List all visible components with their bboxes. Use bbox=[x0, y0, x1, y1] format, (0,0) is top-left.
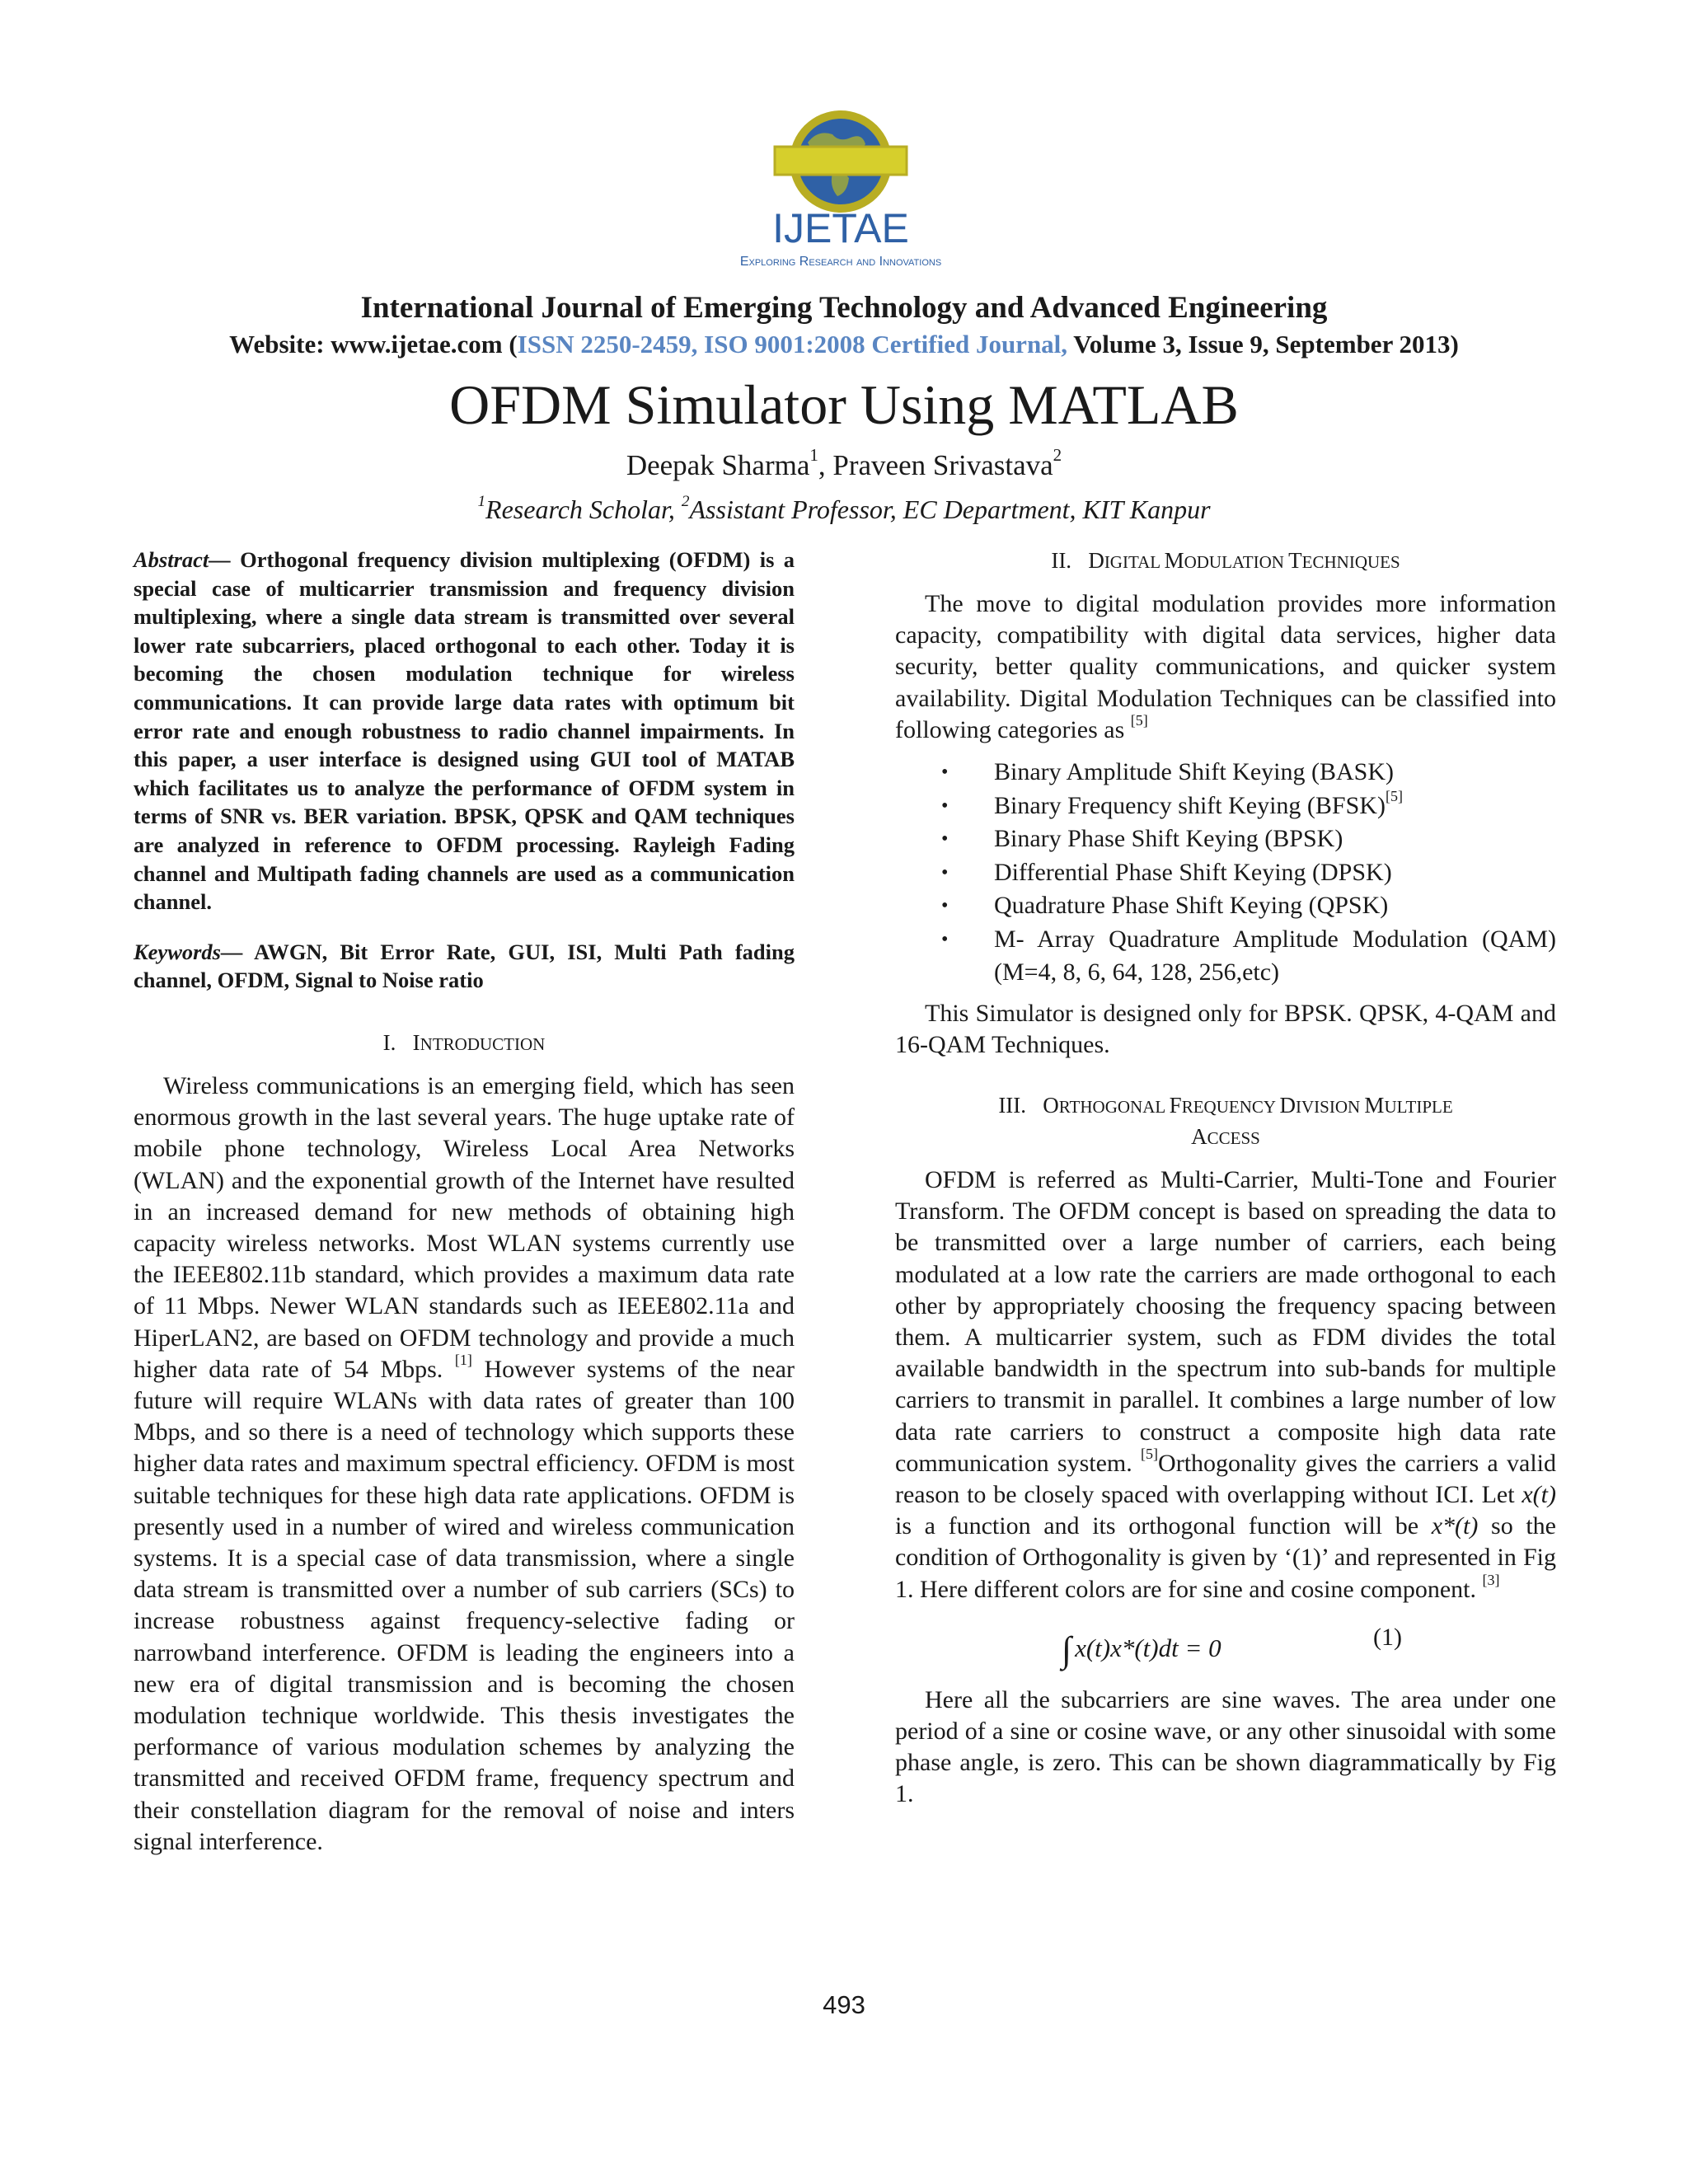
modulation-list bbox=[895, 756, 1556, 990]
list-item-text: Binary Frequency shift Keying (BFSK) bbox=[994, 791, 1386, 819]
affil-1: Research Scholar, bbox=[485, 494, 682, 524]
author-1: Deepak Sharma bbox=[626, 449, 810, 481]
section-3-rest-5: CCESS bbox=[1207, 1127, 1260, 1148]
integral-icon: ∫ bbox=[1062, 1629, 1072, 1670]
math-x-star-of-t: x*(t) bbox=[1431, 1512, 1479, 1540]
section-3-num: III. bbox=[998, 1092, 1027, 1118]
subcarrier-paragraph: Here all the subcarriers are sine waves. The area under one period of a sine or cosine wave, or any other sinusoidal with some phase angle, is zero. This can be shown diagrammatically by Fig 1. bbox=[895, 1685, 1556, 1808]
section-2-heading bbox=[895, 546, 1556, 577]
section-2-rest-3: ECHNIQUES bbox=[1301, 552, 1400, 572]
list-item-text: Quadrature Phase Shift Keying (QPSK) bbox=[994, 892, 1389, 920]
right-column bbox=[895, 546, 1556, 1811]
globe-logo-icon bbox=[668, 105, 1014, 270]
affiliation-line bbox=[0, 494, 1688, 525]
journal-issue: Volume 3, Issue 9, September 2013) bbox=[1067, 330, 1459, 359]
left-column bbox=[134, 546, 795, 1858]
intro-text-b: However systems of the near future will require WLANs with data rates of greater than 100 Mbps, and so there is a need of technology which supports these higher data rates and maximum spectral efficiency. OFDM is most suitable techniques for these high data rate applications. OFDM is presently used in a number of wired and wireless communication systems. It is a special case of data transmission, where a single data stream is transmitted over a number of sub carriers (SCs) to increase robustness against frequency-selective fading or narrowband interference. OFDM is leading the engineers into a new era of digital transmission and is becoming the chosen modulation technique worldwide. This thesis investigates the performance of various modulation schemes by analyzing the transmitted and received OFDM frame, frequency spectrum and their constellation diagram for the removal of noise and inters signal interference. bbox=[134, 1355, 795, 1855]
modulation-text: The move to digital modulation provides more information capacity, compatibility with digital data services, higher data security, better quality communications, and quicker system availability. Digital Modulation Techniques can be classified into following categories as bbox=[895, 590, 1556, 743]
equation-1 bbox=[895, 1615, 1556, 1673]
bullet-icon: • bbox=[941, 861, 949, 883]
section-1-heading bbox=[134, 1028, 795, 1059]
intro-text-a: Wireless communications is an emerging field, which has seen enormous growth in the last several years. The huge uptake rate of mobile phone technology, Wireless Local Area Networks (WLAN) and the exponential growth of the Internet have resulted in an increased demand for new methods of obtaining high capacity wireless networks. Most WLAN systems currently use the IEEE802.11b standard, which provides a maximum data rate of 11 Mbps. Newer WLAN standards such as IEEE802.11a and HiperLAN2, are based on OFDM technology and provide a much higher data rate of 54 Mbps. bbox=[134, 1071, 795, 1383]
section-2-rest-1: IGITAL bbox=[1104, 552, 1165, 572]
author-separator: , bbox=[818, 449, 833, 481]
journal-website: Website: www.ijetae.com ( bbox=[229, 330, 518, 359]
logo-tagline: Exploring Research and Innovations bbox=[739, 255, 942, 269]
section-3-rest-4: ULTIPLE bbox=[1384, 1096, 1453, 1117]
list-item bbox=[941, 856, 1556, 890]
modulation-ref: [5] bbox=[1130, 712, 1148, 729]
ofdm-paragraph bbox=[895, 1165, 1556, 1605]
section-3-heading bbox=[895, 1090, 1556, 1153]
page-number: 493 bbox=[823, 1990, 865, 2019]
list-item bbox=[941, 756, 1556, 790]
section-1-rest: NTRODUCTION bbox=[420, 1033, 546, 1054]
section-3-rest-3: IVISION bbox=[1296, 1096, 1365, 1117]
equation-body bbox=[1062, 1624, 1221, 1670]
list-item-text: Binary Amplitude Shift Keying (BASK) bbox=[994, 758, 1394, 786]
section-1-num: I. bbox=[382, 1029, 396, 1055]
section-1-initial: I bbox=[412, 1029, 420, 1055]
simulator-paragraph: This Simulator is designed only for BPSK. QPSK, 4-QAM and 16-QAM Techniques. bbox=[895, 999, 1556, 1058]
author-1-sup: 1 bbox=[809, 445, 818, 466]
keywords-lead: Keywords— bbox=[134, 939, 243, 964]
intro-ref-1: [1] bbox=[454, 1352, 472, 1369]
ofdm-text-a: OFDM is referred as Multi-Carrier, Multi-Tone and Fourier Transform. The OFDM concept is based on spreading the data to be transmitted over a large number of carriers, each being modulated at a low rate the carriers are made orthogonal to each other by appropriately choosing the frequency spacing between them. A multicarrier system, such as FDM divides the total available bandwidth in the spectrum into sub-bands for multiple carriers to transmit in parallel. It combines a large number of low data rate carriers to construct a composite high data rate communication system. bbox=[895, 1165, 1556, 1477]
author-2: Praveen Srivastava bbox=[832, 449, 1053, 481]
section-3-initial-4: M bbox=[1364, 1092, 1385, 1118]
ofdm-text-d: so the condition of Orthogonality is given by ‘(1)’ and represented in Fig 1. Here different colors are for sine and cosine component. bbox=[895, 1512, 1556, 1603]
paper-title: OFDM Simulator Using MATLAB bbox=[449, 373, 1239, 436]
list-item-ref: [5] bbox=[1385, 787, 1403, 804]
section-3-initial-5: A bbox=[1191, 1123, 1207, 1149]
affil-sup-2: 2 bbox=[681, 492, 690, 510]
intro-paragraph bbox=[134, 1071, 795, 1858]
bullet-icon: • bbox=[941, 794, 949, 817]
journal-title: International Journal of Emerging Technology and Advanced Engineering bbox=[360, 291, 1328, 325]
ofdm-ref-1: [5] bbox=[1141, 1446, 1159, 1463]
keywords bbox=[134, 938, 795, 995]
section-2-num: II. bbox=[1051, 548, 1072, 573]
list-item bbox=[941, 923, 1556, 990]
abstract bbox=[134, 546, 795, 916]
equation-expression: x(t)x*(t)dt = 0 bbox=[1075, 1633, 1221, 1662]
bullet-icon: • bbox=[941, 762, 949, 784]
keywords-text: AWGN, Bit Error Rate, GUI, ISI, Multi Path fading channel, OFDM, Signal to Noise ratio bbox=[134, 939, 795, 993]
section-2-initial-2: M bbox=[1164, 548, 1184, 573]
section-2-rest-2: ODULATION bbox=[1184, 552, 1289, 572]
section-3-initial-2: F bbox=[1169, 1092, 1182, 1118]
bullet-icon: • bbox=[941, 928, 949, 950]
journal-logo bbox=[668, 105, 1014, 270]
bullet-icon: • bbox=[941, 895, 949, 917]
abstract-text: Orthogonal frequency division multiplexing (OFDM) is a special case of multicarrier transmission and frequency division multiplexing, where a single data stream is transmitted over several lower rate subcarriers, placed orthogonal to each other. Today it is becoming the chosen modulation technique for wireless communications. It can provide large data rates with optimum bit error rate and enough robustness to radio channel impairments. In this paper, a user interface is designed using GUI tool of MATAB which facilitates us to analyze the performance of OFDM system in terms of SNR vs. BER variation. BPSK, QPSK and QAM techniques are analyzed in reference to OFDM processing. Rayleigh Fading channel and Multipath fading channels are used as a communication channel. bbox=[134, 547, 795, 915]
list-item-text: Binary Phase Shift Keying (BPSK) bbox=[994, 825, 1343, 853]
list-item bbox=[941, 823, 1556, 856]
modulation-paragraph bbox=[895, 588, 1556, 746]
math-x-of-t: x(t) bbox=[1522, 1480, 1556, 1508]
equation-number: (1) bbox=[1373, 1623, 1402, 1651]
ofdm-ref-2: [3] bbox=[1482, 1571, 1500, 1588]
section-3-initial-1: O bbox=[1043, 1092, 1059, 1118]
section-3-rest-2: REQUENCY bbox=[1181, 1096, 1280, 1117]
section-2-initial-3: T bbox=[1288, 548, 1302, 573]
ofdm-text-b: Orthogonality gives the carriers a valid reason to be closely spaced with overlapping without ICI. Let bbox=[895, 1449, 1557, 1508]
journal-certification: ISSN 2250-2459, ISO 9001:2008 Certified Journal, bbox=[517, 330, 1068, 359]
section-3-initial-3: D bbox=[1279, 1092, 1296, 1118]
section-3-rest-1: RTHOGONAL bbox=[1058, 1096, 1170, 1117]
list-item-text: M- Array Quadrature Amplitude Modulation (QAM) (M=4, 8, 6, 64, 128, 256,etc) bbox=[994, 925, 1556, 987]
author-2-sup: 2 bbox=[1053, 445, 1062, 466]
bullet-icon: • bbox=[941, 828, 949, 851]
list-item bbox=[941, 889, 1556, 923]
journal-website-line bbox=[0, 330, 1688, 359]
affil-sup-1: 1 bbox=[477, 492, 486, 510]
author-line bbox=[0, 445, 1688, 482]
list-item bbox=[941, 787, 1556, 823]
abstract-lead: Abstract— bbox=[134, 547, 231, 572]
affil-2: Assistant Professor, EC Department, KIT Kanpur bbox=[689, 494, 1211, 524]
list-item-text: Differential Phase Shift Keying (DPSK) bbox=[994, 858, 1392, 886]
logo-wordmark: IJETAE bbox=[772, 205, 909, 251]
section-2-initial-1: D bbox=[1088, 548, 1104, 573]
ofdm-text-c: is a function and its orthogonal function will be bbox=[895, 1512, 1432, 1540]
